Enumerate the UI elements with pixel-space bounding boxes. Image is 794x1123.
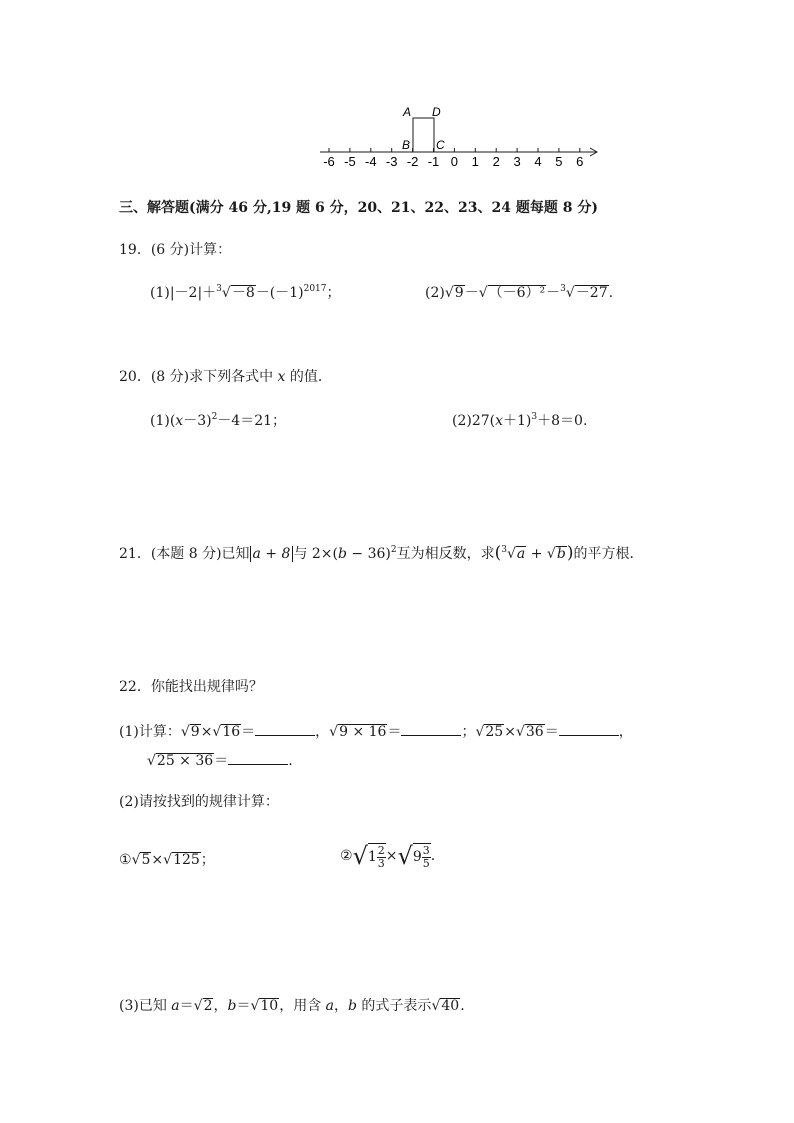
q19-p1-root-index: 3 [216,284,222,294]
radical-icon: √ [163,852,173,868]
answer-blank-4[interactable] [228,752,288,765]
square-abcd [413,118,434,152]
number-line-tick-label: -2 [406,154,419,169]
q20-p1-a: (1)( [150,413,176,429]
q22-p3-a: (3)已知 [119,998,172,1014]
q19-p2-root-index: 3 [560,284,566,294]
q21-abs-expr: a + 8 [250,546,294,562]
point-label-c: C [436,138,445,152]
section-heading: 三、解答题(满分 46 分,19 题 6 分，20、21、22、23、24 题每题 8 分) [119,200,598,216]
q22-calc2 [340,842,435,871]
radical-icon: √ [329,724,339,740]
radical-icon: √ [193,998,203,1014]
q22-e3b: 36 [525,724,544,740]
number-line-tick-label: -1 [427,154,440,169]
point-label-b: B [402,138,411,152]
number-line-tick-label: 6 [576,154,584,169]
q22-p3-end: . [460,998,465,1014]
q22-c2-num2: 3 [422,844,430,858]
q22-c1a: 5 [141,852,151,868]
times-sign: × [200,724,213,740]
q20-p1-c: －4＝21； [217,413,287,429]
q22-p3-c: ， [213,998,228,1014]
q20-p1-var: x [175,413,184,429]
q22-c2-den1: 3 [377,856,385,870]
equals-sign: ＝ [544,724,559,740]
q22-c2-num1: 2 [377,844,385,858]
q22-c2-whole1: 1 [367,849,377,866]
q21-c: 互为相反数，求 [396,546,495,562]
number-line-tick-label: -6 [323,154,335,169]
q22-e4: 25 × 36 [156,753,214,769]
number-line-tick-label: 0 [450,154,459,169]
q22-c1-label: ① [119,852,132,868]
q20-stem-var: x [277,369,286,385]
q20-stem-a: 20．(8 分)求下列各式中 [119,369,278,385]
times-sign: × [385,848,398,864]
number-line-tick-label: 2 [492,154,500,169]
radical-icon: √ [565,285,575,301]
q20-p2-b: ＋1) [503,413,532,429]
q19-p2-minus2: － [546,285,561,301]
q22-p3-va2: a [325,998,335,1014]
q19-p1-radicand: －8 [231,285,255,301]
q22-c2-den2: 5 [422,856,430,870]
q22-sep3: ， [618,724,633,740]
q20-stem [119,370,332,384]
q22-c1b: 125 [173,852,200,868]
q22-p3-vb: b [227,998,237,1014]
q22-e2: 9 × 16 [339,724,387,740]
q19-p1-rest: －(－1) [255,285,304,301]
radical-icon: √ [515,724,525,740]
q22-end: . [288,753,293,769]
equals-sign: ＝ [214,753,229,769]
q22-sep1: ， [315,724,330,740]
q20-p2-a: (2)27( [452,413,496,429]
q22-p3-vb2: b [348,998,357,1014]
radical-icon: √ [507,546,516,562]
q21-b: 与 2×( [293,546,338,562]
q22-p3-r3: 40 [441,998,460,1014]
q22-sep2: ； [461,724,476,740]
radical-icon: √ [397,842,413,870]
number-line-tick-label: 3 [513,154,521,169]
q19-p1-exp: 2017 [303,284,327,294]
radical-icon: √ [131,852,141,868]
radical-icon: √ [431,998,441,1014]
q21-r2: b [556,546,566,562]
q19-p2-prefix: (2) [425,285,445,301]
number-line [320,105,597,169]
equals-sign: ＝ [241,724,256,740]
q21-b-exp: 2 [390,545,397,555]
answer-blank-2[interactable] [401,723,461,736]
number-line-tick-label: -3 [385,154,398,169]
answer-blank-3[interactable] [559,723,619,736]
q22-c2-end: . [430,848,436,864]
q22-c1-end: ； [200,852,215,868]
q21-plus: + [526,546,547,562]
q19-p2-r3: －27 [575,285,608,301]
q19-p2-end: . [608,285,614,301]
q22-p3-e: ，用含 [279,998,326,1014]
q22-p3-g: 的式子表示 [356,998,432,1014]
q22-c2-label: ② [340,848,353,864]
q22-part1-line2 [147,752,293,769]
q21-r1: a [516,546,526,562]
equals-sign: ＝ [387,724,402,740]
answer-blank-1[interactable] [255,723,315,736]
radical-icon: √ [444,285,454,301]
q22-part3 [119,998,465,1014]
q21-a: 21．(本题 8 分)已知 [119,546,250,562]
q19-part1 [150,285,341,301]
q21-root-index: 3 [501,545,507,555]
radical-icon: √ [352,842,368,870]
q19-p2-r2: （－6）² [488,285,546,301]
q22-e3a: 25 [485,724,504,740]
number-line-tick-label: 4 [534,154,542,169]
radical-icon: √ [250,998,260,1014]
radical-icon: √ [475,724,485,740]
radical-icon: √ [147,753,156,769]
times-sign: × [151,852,164,868]
point-label-d: D [432,105,441,119]
q22-p3-r2: 10 [260,998,279,1014]
radical-icon: √ [212,724,222,740]
q21-d: 的平方根． [573,546,644,562]
q21-b-var: b [338,546,347,562]
q20-part1 [150,413,286,428]
q22-e1b: 16 [222,724,241,740]
number-line-tick-label: -4 [365,154,377,169]
q19-p2-r1: 9 [454,285,464,301]
q22-p3-r1: 2 [203,998,213,1014]
times-sign: × [504,724,516,740]
radical-icon: √ [180,724,190,740]
q19-part2 [425,285,613,301]
number-line-tick-label: 5 [555,154,563,169]
q20-stem-b: 的值． [285,369,332,385]
q22-p3-d: ＝ [236,998,251,1014]
radical-icon: √ [546,546,556,562]
q20-p2-c: ＋8＝0. [537,413,588,429]
q20-p2-exp: 3 [531,412,538,422]
q22-stem: 22．你能找出规律吗？ [119,679,263,695]
q20-part2 [452,413,587,428]
q20-p1-b: －3) [183,413,212,429]
point-label-a: A [403,105,412,119]
radical-icon: √ [221,285,231,301]
q19-stem: 19．(6 分)计算： [119,242,232,258]
q22-part1-line1 [119,723,633,740]
q21-text: 21．(本题 8 分)已知 a + 8 与 $2\times(b - 36)^2$互为相反数，求($^3$√a + √b)的平方根． [119,543,644,563]
q22-p3-va: a [171,998,180,1014]
q22-c2-whole2: 9 [412,849,422,866]
q22-p3-b: ＝ [179,998,194,1014]
q19-p1-prefix: (1)|－2|＋ [150,285,217,301]
q19-p2-minus1: － [464,285,479,301]
q20-p2-var: x [495,413,504,429]
number-line-tick-label: 1 [471,154,479,169]
q22-p2-label: (2)请按找到的规律计算： [119,794,279,810]
q22-p3-f: ， [334,998,349,1014]
radical-icon: √ [478,285,488,301]
number-line-figure [0,0,794,180]
q19-p1-end: ； [326,285,341,301]
q22-calc1 [119,852,215,868]
q22-e1a: 9 [190,724,200,740]
number-line-tick-label: -5 [344,154,356,169]
q20-p1-exp: 2 [211,412,218,422]
q21-b-rest: − 36) [346,546,391,562]
q22-p1-label: (1)计算： [119,724,181,740]
